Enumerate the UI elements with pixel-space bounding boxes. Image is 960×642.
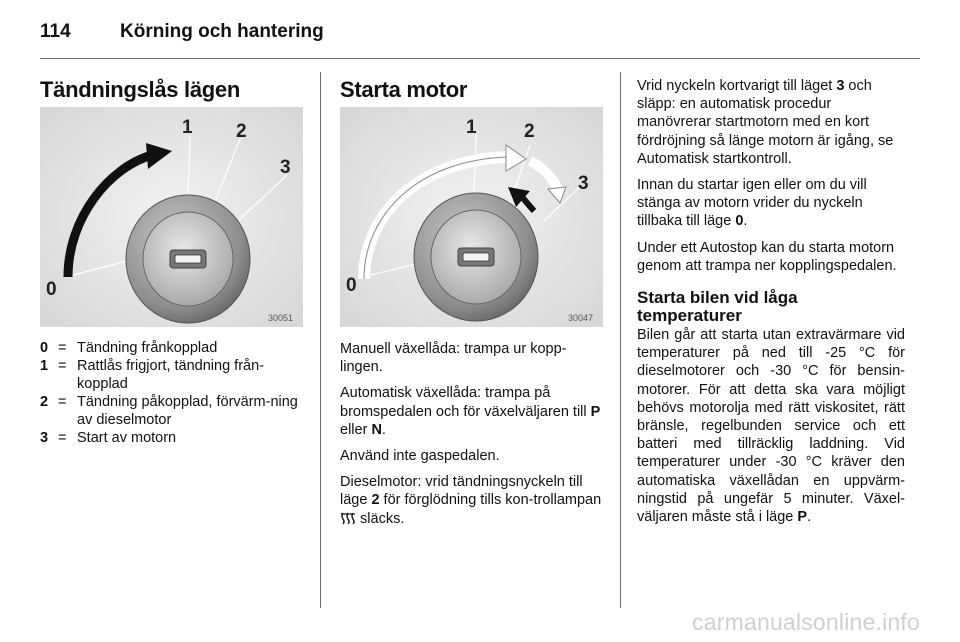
paragraph: Använd inte gaspedalen. xyxy=(340,448,500,465)
legend-row: 0 = Tändning frånkopplad xyxy=(40,339,305,357)
legend-row: 3 = Start av motorn xyxy=(40,429,305,447)
column-divider-left xyxy=(320,72,321,608)
legend-key: 1 xyxy=(40,358,49,374)
legend-key: 3 xyxy=(40,430,49,446)
legend-row: 2 = Tändning påkopplad, förvärm-ning av dieselmotor xyxy=(40,393,305,429)
position-label-0: 0 xyxy=(46,279,57,300)
position-label-3: 3 xyxy=(280,157,291,178)
legend-key: 2 xyxy=(40,394,49,410)
paragraph: Manuell växellåda: trampa ur kopp-lingen. xyxy=(340,341,567,376)
legend-text: Rattlås frigjort, tändning från-kopplad xyxy=(77,358,264,392)
page-header xyxy=(40,14,324,50)
legend-key: 0 xyxy=(40,340,49,356)
ignition-legend xyxy=(40,339,305,447)
right-column-text xyxy=(637,77,905,534)
position-label-3: 3 xyxy=(578,173,589,194)
position-label-0: 0 xyxy=(346,275,357,296)
paragraph: Automatisk växellåda: trampa på bromspedalen och för växelväljaren till P eller N. xyxy=(340,385,601,438)
header-rule xyxy=(40,58,920,59)
position-label-2: 2 xyxy=(524,121,535,142)
section-title: Körning och hantering xyxy=(120,21,324,42)
paragraph: Vrid nyckeln kortvarigt till läget 3 och släpp: en automatisk procedur manövrerar startmotorn med en kort fördröjning så länge motorn är igång, se Automatisk startkontroll. xyxy=(637,78,894,167)
position-label-1: 1 xyxy=(182,117,193,138)
start-engine-heading: Starta motor xyxy=(340,77,468,102)
legend-row: 1 = Rattlås frigjort, tändning från-kopplad xyxy=(40,357,305,393)
legend-text: Tändning påkopplad, förvärm-ning av dieselmotor xyxy=(77,394,298,428)
position-label-2: 2 xyxy=(236,121,247,142)
page-number: 114 xyxy=(40,21,71,42)
figure-code: 30051 xyxy=(268,313,294,323)
paragraph: Under ett Autostop kan du starta motorn genom att trampa ner kopplingspedalen. xyxy=(637,239,897,274)
glow-plug-icon xyxy=(340,511,356,525)
legend-text: Tändning frånkopplad xyxy=(77,340,218,356)
engine-start-figure xyxy=(340,107,603,327)
position-label-1: 1 xyxy=(466,117,477,138)
legend-text: Start av motorn xyxy=(77,430,177,446)
start-engine-text xyxy=(340,340,602,536)
watermark: carmanualsonline.info xyxy=(692,609,920,635)
cold-start-subheading: Starta bilen vid låga temperaturer xyxy=(637,288,798,326)
paragraph: Innan du startar igen eller om du vill stänga av motorn vrider du nyckeln tillbaka till läge 0. xyxy=(637,177,867,230)
figure-code: 30047 xyxy=(568,313,594,323)
ignition-positions-heading: Tändningslås lägen xyxy=(40,77,240,102)
ignition-lock-figure xyxy=(40,107,303,327)
paragraph: Bilen går att starta utan extravärmare vid temperaturer på ned till -25 °C för dieselmotorer och -30 °C för bensin-motorer. För att detta ska vara möjligt behövs motorolja med rätt viskositet, rätt bränsle, regelbunden service och ett batteri med tillräcklig laddning. Vid temperaturer under -30 °C kräver den automatiska växellådan en uppvärm-ningstid på ungefär 5 minuter. Växel-väljaren måste stå i läge P. xyxy=(637,327,905,526)
paragraph: Dieselmotor: vrid tändningsnyckeln till läge 2 för förglödning tills kon-trollampan släcks. xyxy=(340,474,602,527)
column-divider-right xyxy=(620,72,621,608)
